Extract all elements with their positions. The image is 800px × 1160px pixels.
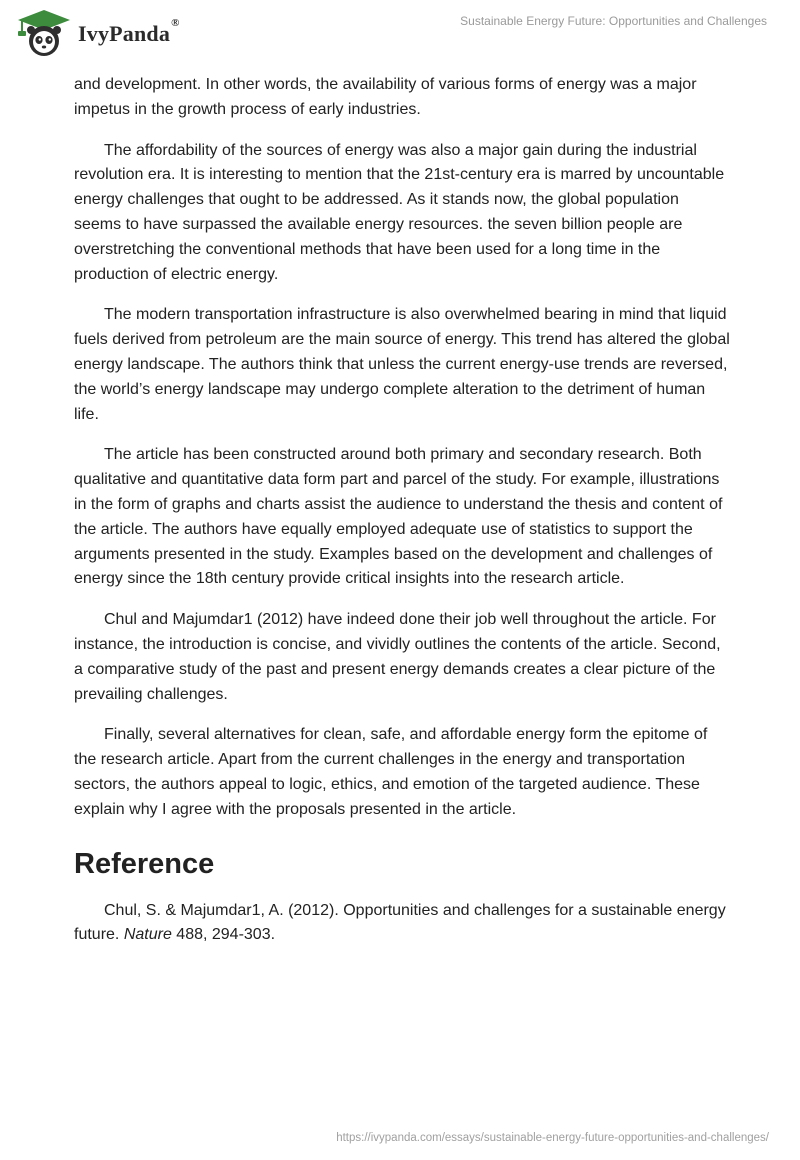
document-title: Sustainable Energy Future: Opportunities and Challenges xyxy=(460,14,767,28)
reference-entry xyxy=(74,899,730,949)
paragraph: The article has been constructed around both primary and secondary research. Both qualitative and quantitative data form part and parcel of the study. For example, illustrations in the form of graphs and charts assist the audience to understand the thesis and content of the article. The authors have equally employed adequate use of statistics to support the arguments presented in the study. Examples based on the development and challenges of energy since the 18th century provide critical insights into the research article. xyxy=(74,446,723,588)
essay-body xyxy=(74,73,730,948)
paragraph: Finally, several alternatives for clean, safe, and affordable energy form the epitome of the research article. Apart from the current challenges in the energy and transportation sectors, the authors appeal to logic, ethics, and emotion of the targeted audience. These explain why I agree with the proposals presented in the article. xyxy=(74,726,708,818)
reference-journal: Nature xyxy=(123,926,172,944)
page-header xyxy=(0,0,800,70)
reference-citation: 488, 294-303. xyxy=(171,926,276,944)
panda-graduation-icon xyxy=(14,8,74,58)
reference-text: Chul, S. & Majumdar1, A. (2012). Opportunities and challenges for a sustainable energy future. xyxy=(74,901,726,944)
paragraph: Chul and Majumdar1 (2012) have indeed done their job well throughout the article. For instance, the introduction is concise, and vividly outlines the contents of the article. Second, a comparative study of the past and present energy demands creates a clear picture of the prevailing challenges. xyxy=(74,611,721,703)
source-url-link[interactable]: https://ivypanda.com/essays/sustainable-energy-future-opportunities-and-challenges/ xyxy=(336,1132,769,1144)
paragraph: The modern transportation infrastructure is also overwhelmed bearing in mind that liquid fuels derived from petroleum are the main source of energy. This trend has altered the global energy landscape. The authors think that unless the current energy-use trends are reversed, the world’s energy landscape may undergo complete alteration to the detriment of human life. xyxy=(74,306,730,423)
registered-mark: ® xyxy=(171,17,180,29)
paragraph: and development. In other words, the availability of various forms of energy was a major impetus in the growth process of early industries. xyxy=(74,76,697,118)
paragraph: The affordability of the sources of energy was also a major gain during the industrial revolution era. It is interesting to mention that the 21st-century era is marred by uncountable energy challenges that ought to be addressed. As it stands now, the global population seems to have surpassed the available energy resources. the seven billion people are overstretching the conventional methods that have been used for a long time in the production of electric energy. xyxy=(74,141,725,283)
brand-name[interactable]: IvyPanda® xyxy=(78,17,180,46)
reference-heading: Reference xyxy=(74,847,215,880)
